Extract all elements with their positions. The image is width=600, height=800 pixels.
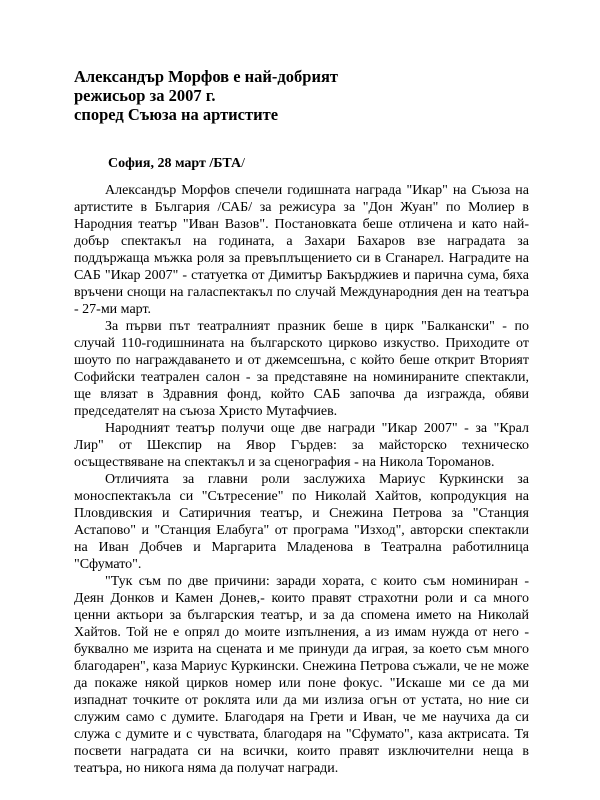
article-body xyxy=(74,182,529,777)
headline-line-1: Александър Морфов е най-добрият xyxy=(74,67,338,86)
dateline-place-date: София, 28 март /БТА xyxy=(108,156,242,171)
headline xyxy=(74,67,534,124)
headline-line-3: според Съюза на артистите xyxy=(74,105,279,124)
paragraph-2: За първи път театралният празник беше в цирк "Балкански" - по случай 110-годишнината на българското цирково изкуство. Приходите от шоуто по награждаването и от джемсешъна, с който беше открит Вторият Софийски театрален салон - за представяне на номинираните спектакли, ще влязат в Здравния фонд, който САБ започва да изгражда, обяви председателят на съюза Христо Мутафчиев. xyxy=(74,319,529,419)
dateline xyxy=(108,155,245,172)
headline-line-2: режисьор за 2007 г. xyxy=(74,86,216,105)
paragraph-1: Александър Морфов спечели годишната награда "Икар" на Съюза на артистите в България /САБ/ за режисура за "Дон Жуан" по Молиер в Народния театър "Иван Вазов". Постановката беше отличена и като най-добър спектакъл на годината, а Захари Бахаров взе наградата за поддържаща мъжка роля за превъплъщението си в Сганарел. Наградите на САБ "Икар 2007" - статуетка от Димитър Бакърджиев и парична сума, бяха връчени снощи на галаспектакъл по случай Международния ден на театъра - 27-ми март. xyxy=(74,183,529,317)
paragraph-5: "Тук съм по две причини: заради хората, с които съм номиниран - Деян Донков и Камен Донев,- които правят страхотни роли и са много ценни актьори за българския театър, и за да спомена името на Николай Хайтов. Той не е опрял до моите изпълнения, а из имам нужда от него - буквално ме изрита на сцената и ме принуди да играя, за което съм много благодарен", каза Мариус Куркински. Снежина Петрова съжали, че не може да покаже някой цирков номер или поне фокус. "Искаше ми се да ми изпаднат точките от роклята или да ми излиза огън от устата, но ние си служим само с думите. Благодаря на Грети и Иван, че ме научиха да си служа с думите и с чувствата, благодаря на "Сфумато", каза актрисата. Тя посвети наградата си на всички, които правят изключителни неща в театъра, но никога няма да получат награди. xyxy=(74,574,529,776)
dateline-suffix: / xyxy=(241,156,245,171)
paragraph-3: Народният театър получи още две награди "Икар 2007" - за "Крал Лир" от Шекспир на Явор Гърдев: за майсторско техническо осъществяване на спектакъл и за сценография - на Никола Тороманов. xyxy=(74,421,529,470)
paragraph-4: Отличията за главни роли заслужиха Мариус Куркински за моноспектакъла си "Сътресение" по Николай Хайтов, копродукция на Пловдивския и Сатиричния театър, и Снежина Петрова за "Станция Астапово" и "Станция Елабуга" от програма "Изход", авторски спектакли на Иван Добчев и Маргарита Младенова в Театрална работилница "Сфумато". xyxy=(74,472,529,572)
